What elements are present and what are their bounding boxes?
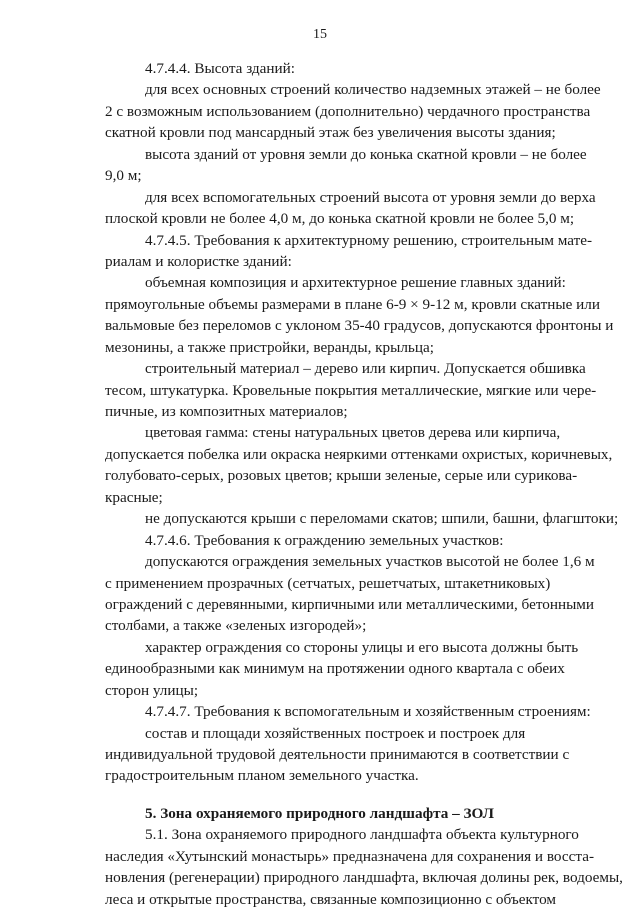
text-line: объемная композиция и архитектурное решение главных зданий:: [145, 274, 566, 292]
text-line: прямоугольные объемы размерами в плане 6-9 × 9-12 м, кровли скатные или: [105, 295, 600, 313]
text-line: не допускаются крыши с переломами скатов; шпили, башни, флагштоки;: [145, 510, 619, 528]
text-line: риалам и колористке зданий:: [105, 252, 292, 270]
text-line: красные;: [105, 488, 163, 506]
text-line: 4.7.4.6. Требования к ограждению земельных участков:: [145, 531, 504, 549]
text-line: 4.7.4.4. Высота зданий:: [145, 60, 295, 77]
text-line: градостроительным планом земельного участка.: [105, 767, 419, 785]
text-line: леса и открытые пространства, связанные композиционно с объектом: [105, 890, 556, 908]
text-line: 2 с возможным использованием (дополнительно) чердачного пространства: [105, 102, 591, 120]
paragraph: [105, 58, 615, 79]
paragraph: [105, 79, 615, 143]
paragraph: [105, 530, 615, 551]
text-line: допускается побелка или окраска неяркими оттенками охристых, коричневых,: [105, 445, 613, 463]
text-line: сторон улицы;: [105, 681, 199, 699]
text-line: пичные, из композитных материалов;: [105, 403, 348, 420]
text-line: высота зданий от уровня земли до конька скатной кровли – не более: [145, 145, 587, 163]
paragraph: [105, 701, 615, 722]
text-line: характер ограждения со стороны улицы и его высота должны быть: [145, 638, 579, 656]
paragraph: [105, 187, 615, 230]
text-line: 4.7.4.7. Требования к вспомогательным и хозяйственным строениям:: [145, 703, 591, 721]
text-line: новления (регенерации) природного ландшафта, включая долины рек, водоемы,: [105, 869, 623, 887]
text-line: 4.7.4.5. Требования к архитектурному решению, строительным мате-: [145, 231, 593, 249]
text-line: единообразными как минимум на протяжении одного квартала с обеих: [105, 660, 565, 678]
paragraph: [105, 637, 615, 701]
document-body: [105, 58, 623, 910]
text-line: для всех вспомогательных строений высота от уровня земли до верха: [145, 188, 596, 206]
paragraph: [105, 144, 615, 187]
text-line: с применением прозрачных (сетчатых, решетчатых, штакетниковых): [105, 574, 551, 592]
paragraph: [105, 824, 623, 910]
text-line: индивидуальной трудовой деятельности принимаются в соответствии с: [105, 746, 570, 763]
page-number: 15: [313, 27, 327, 42]
text-line: мезонины, а также пристройки, веранды, крыльца;: [105, 338, 434, 356]
paragraph: [105, 508, 619, 529]
paragraph: [105, 272, 615, 358]
text-line: тесом, штукатурка. Кровельные покрытия металлические, мягкие или чере-: [105, 381, 597, 399]
paragraph: [105, 230, 615, 273]
text-line: ограждений с деревянными, кирпичными или металлическими, бетонными: [105, 595, 595, 613]
text-line: вальмовые без переломов с уклоном 35-40 градусов, допускаются фронтоны и: [105, 317, 614, 335]
text-line: плоской кровли не более 4,0 м, до конька скатной кровли не более 5,0 м;: [105, 210, 575, 228]
paragraph: [105, 551, 615, 637]
text-line: наследия «Хутынский монастырь» предназначена для сохранения и восста-: [105, 847, 595, 865]
text-line: строительный материал – дерево или кирпич. Допускается обшивка: [145, 360, 586, 378]
text-line: столбами, а также «зеленых изгородей»;: [105, 617, 367, 635]
paragraph: [105, 723, 615, 787]
text-line: 9,0 м;: [105, 167, 142, 185]
section-heading: 5. Зона охраняемого природного ландшафта – ЗОЛ: [145, 804, 494, 822]
text-line: 5.1. Зона охраняемого природного ландшафта объекта культурного: [145, 826, 579, 844]
paragraph: [105, 358, 615, 422]
paragraph: [105, 422, 615, 508]
text-line: скатной кровли под мансардный этаж без увеличения высоты здания;: [105, 124, 556, 142]
text-line: цветовая гамма: стены натуральных цветов дерева или кирпича,: [145, 424, 561, 442]
text-line: допускаются ограждения земельных участков высотой не более 1,6 м: [145, 553, 595, 571]
text-line: состав и площади хозяйственных построек и построек для: [145, 724, 526, 742]
text-line: голубовато-серых, розовых цветов; крыши зеленые, серые или сурикова-: [105, 467, 578, 485]
text-line: для всех основных строений количество надземных этажей – не более: [145, 81, 601, 99]
